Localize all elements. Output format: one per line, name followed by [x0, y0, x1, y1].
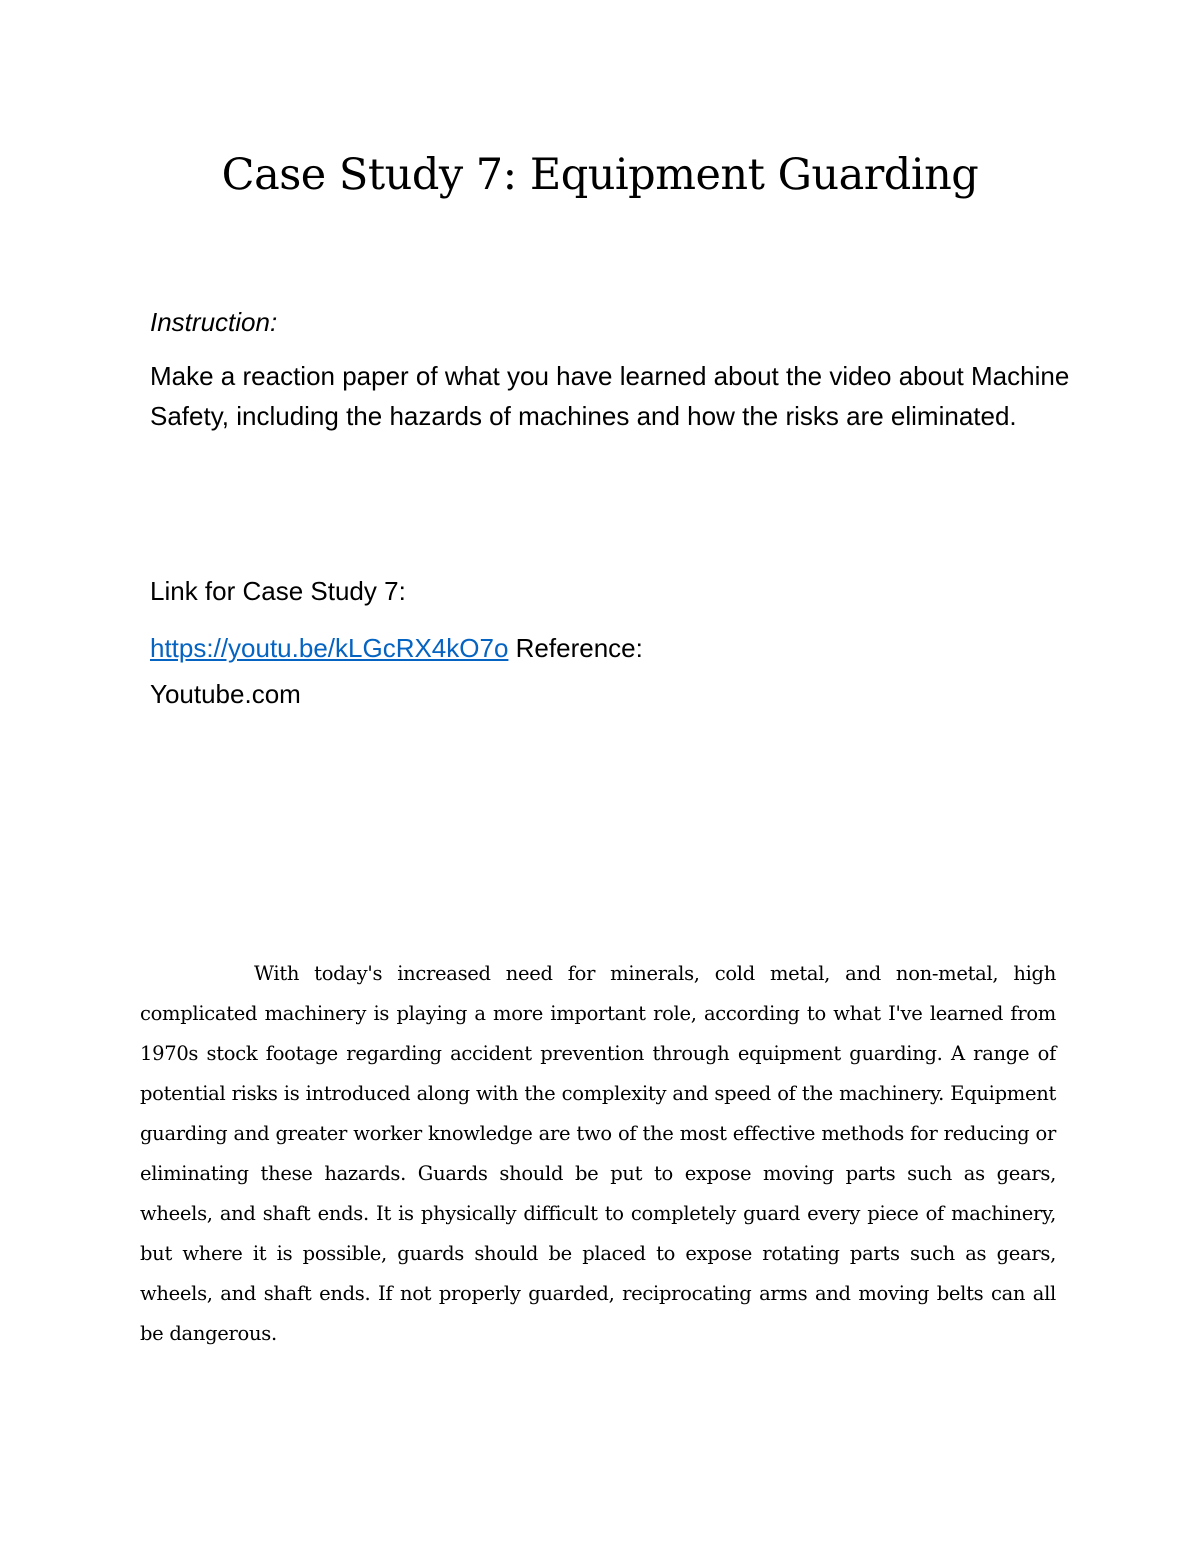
instruction-text: Make a reaction paper of what you have learned about the video about Machine Safety, including the hazards of machines and how the risks are eliminated. [150, 361, 1070, 431]
instruction-label: Instruction: [150, 307, 278, 337]
case-study-video-link[interactable]: https://youtu.be/kLGcRX4kO7o [150, 633, 509, 663]
document-title: Case Study 7: Equipment Guarding [221, 150, 979, 200]
essay-paragraph: With today's increased need for minerals, cold metal, and non-metal, high complicated machinery is playing a more important role, according to what I've learned from 1970s stock footage regarding accident prevention through equipment guarding. A range of potential risks is introduced along with the complexity and speed of the machinery. Equipment guarding and greater worker knowledge are two of the most effective methods for reducing or eliminating these hazards. Guards should be put to expose moving parts such as gears, wheels, and shaft ends. It is physically difficult to completely guard every piece of machinery, but where it is possible, guards should be placed to expose rotating parts such as gears, wheels, and shaft ends. If not properly guarded, reciprocating arms and moving belts can all be dangerous. [140, 962, 1056, 1345]
link-label: Link for Case Study 7: [150, 576, 406, 606]
reference-source: Youtube.com [150, 679, 301, 709]
link-line [150, 628, 643, 668]
reference-label: Reference: [515, 633, 643, 663]
